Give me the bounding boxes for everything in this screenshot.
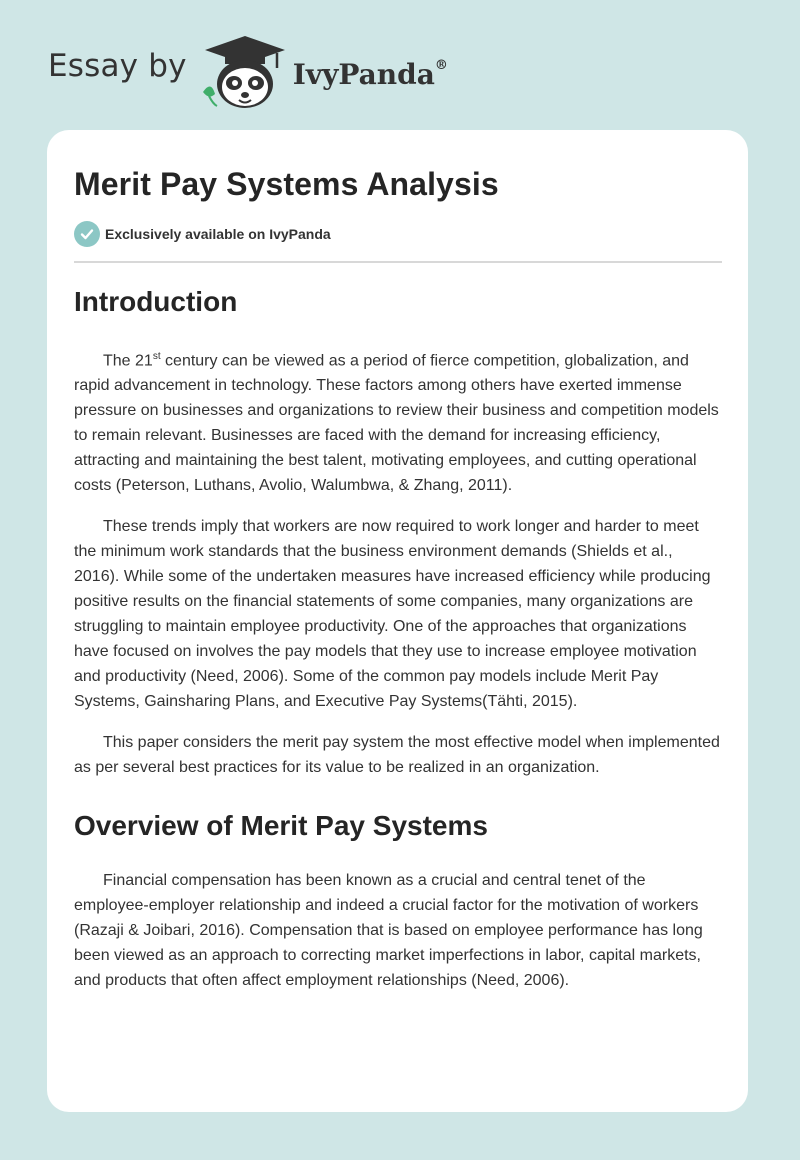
title-divider (74, 261, 722, 263)
page-title: Merit Pay Systems Analysis (74, 166, 499, 202)
section-introduction (74, 280, 722, 780)
paragraph-text: century can be viewed as a period of fierce competition, globalization, and rapid advancement in technology. These factors among others have exerted immense pressure on businesses and organizations to review their business and competition models to remain relevant. Businesses are faced with the demand for increasing efficiency, attracting and maintaining the best talent, motivating employees, and cutting operational costs (Peterson, Luthans, Avolio, Walumbwa, & Zhang, 2011). (74, 352, 719, 495)
section-heading: Introduction (74, 286, 238, 317)
exclusive-badge (74, 221, 331, 247)
brand-name-text: IvyPanda (292, 57, 435, 91)
paragraph-text: The 21 (103, 352, 153, 370)
exclusive-label: Exclusively available on IvyPanda (105, 226, 331, 242)
check-circle-icon (74, 221, 100, 247)
panda-graduate-icon[interactable] (201, 34, 289, 110)
ordinal-superscript: st (152, 351, 161, 362)
section-heading: Overview of Merit Pay Systems (74, 810, 488, 842)
section-overview (74, 804, 722, 993)
brand-name[interactable] (293, 58, 448, 91)
site-header (48, 34, 448, 110)
paragraph (74, 344, 722, 498)
registered-mark: ® (434, 58, 448, 74)
essay-card (47, 130, 748, 1112)
paragraph: This paper considers the merit pay system the most effective model when implemented as per several best practices for its value to be realized in an organization. (74, 734, 720, 777)
essay-body (74, 280, 722, 1009)
essay-by-label: Essay by (48, 48, 187, 84)
paragraph: These trends imply that workers are now required to work longer and harder to meet the minimum work standards that the business environment demands (Shields et al., 2016). While some of the undertaken measures have increased efficiency while producing positive results on the financial statements of some companies, many organizations are struggling to maintain employee productivity. One of the approaches that organizations have focused on involves the pay models that they use to increase employee motivation and productivity (Need, 2006). Some of the common pay models include Merit Pay Systems, Gainsharing Plans, and Executive Pay Systems(Tähti, 2015). (74, 518, 711, 711)
paragraph: Financial compensation has been known as a crucial and central tenet of the employee-employer relationship and indeed a crucial factor for the motivation of workers (Razaji & Joibari, 2016). Compensation that is based on employee performance has long been viewed as an approach to correcting market imperfections in labor, capital markets, and products that often affect employment relationships (Need, 2006). (74, 872, 703, 990)
